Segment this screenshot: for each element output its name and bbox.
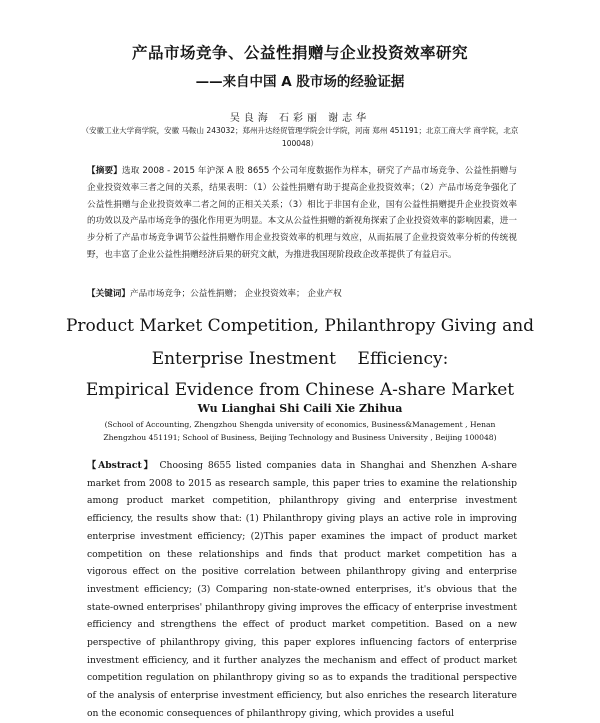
chinese-abstract-text: 选取 2008 - 2015 年沪深 A 股 8655 个公司年度数据作为样本，研究了产品市场竞争、公益性捐赠与企业投资效率三者之间的关系，结果表明：（1）公益性捐赠有助于提高企业投资效率；（2）产品市场竞争强化了公益性捐赠与企业投资效率二者之间的正相关关系；（3）相比于非国有企业，国有公益性捐赠提升企业投资效率的功效以及产品市场竞争的强化作用更为明显。本文从公益性捐赠的新视角探索了企业投资效率的影响因素，进一步分析了产品市场竞争调节公益性捐赠作用企业投资效率的机理与效应，从而拓展了企业投资效率分析的传统视野，也丰富了企业公益性捐赠经济后果的研究文献，为推进我国现阶段政企改革提供了有益启示。 <box>87 166 517 260</box>
english-authors: Wu Lianghai Shi Caili Xie Zhihua <box>197 402 403 415</box>
chinese-keywords-text: 产品市场竞争；公益性捐赠； 企业投资效率； 企业产权 <box>129 289 342 299</box>
english-title-line-3: Empirical Evidence from Chinese A-share Market <box>85 380 515 400</box>
chinese-subtitle: ——来自中国 A 股市场的经验证据 <box>195 74 405 90</box>
chinese-abstract <box>87 163 517 264</box>
english-title-line-1: Product Market Competition, Philanthropy Giving and <box>65 316 535 336</box>
chinese-authors: 吴良海 石彩丽 谢志华 <box>229 113 371 124</box>
english-affiliation: (School of Accounting, Zhengzhou Shengda university of economics, Business&Management , Henan Zhengzhou 451191; School of Business, Beijing Technology and Business University , Beijing 100048) <box>103 420 497 442</box>
chinese-title: 产品市场竞争、公益性捐赠与企业投资效率研究 <box>131 44 468 62</box>
english-abstract <box>87 457 517 723</box>
chinese-abstract-label: 【摘要】 <box>87 166 122 176</box>
chinese-keywords-label: 【关键词】 <box>87 289 130 299</box>
english-abstract-label: 【Abstract】 <box>87 460 155 471</box>
english-abstract-text: Choosing 8655 listed companies data in Shanghai and Shenzhen A-share market from 2008 to 2015 as research sample, this paper tries to examine the relationship among product market competition, philanthropy giving and enterprise investment efficiency, the results show that: (1) Philanthropy giving plays an active role in improving enterprise investment efficiency; (2)This paper examines the impact of product market competition on these relationships and finds that product market competition has a vigorous effect on the positive correlation between philanthropy giving and enterprise investment efficiency; (3) Comparing non-state-owned enterprises, it's obvious that the state-owned enterprises' philanthropy giving improves the efficacy of enterprise investment efficiency and strengthens the effect of product market competition. Based on a new perspective of philanthropy giving, this paper explores influencing factors of enterprise investment efficiency, and it further analyzes the mechanism and effect of product market competition regulation on philanthropy giving so as to expands the traditional perspective of the analysis of enterprise investment efficiency, but also enriches the research literature on the economic consequences of philanthropy giving, which provides a useful <box>87 460 517 719</box>
chinese-affiliation: （安徽工业大学商学院，安徽 马鞍山 243032；郑州升达经贸管理学院会计学院，河南 郑州 451191；北京工商大学 商学院，北京 100048） <box>81 126 519 148</box>
english-title-line-2: Enterprise Inestment Efficiency: <box>151 349 449 369</box>
chinese-keywords <box>87 286 517 302</box>
